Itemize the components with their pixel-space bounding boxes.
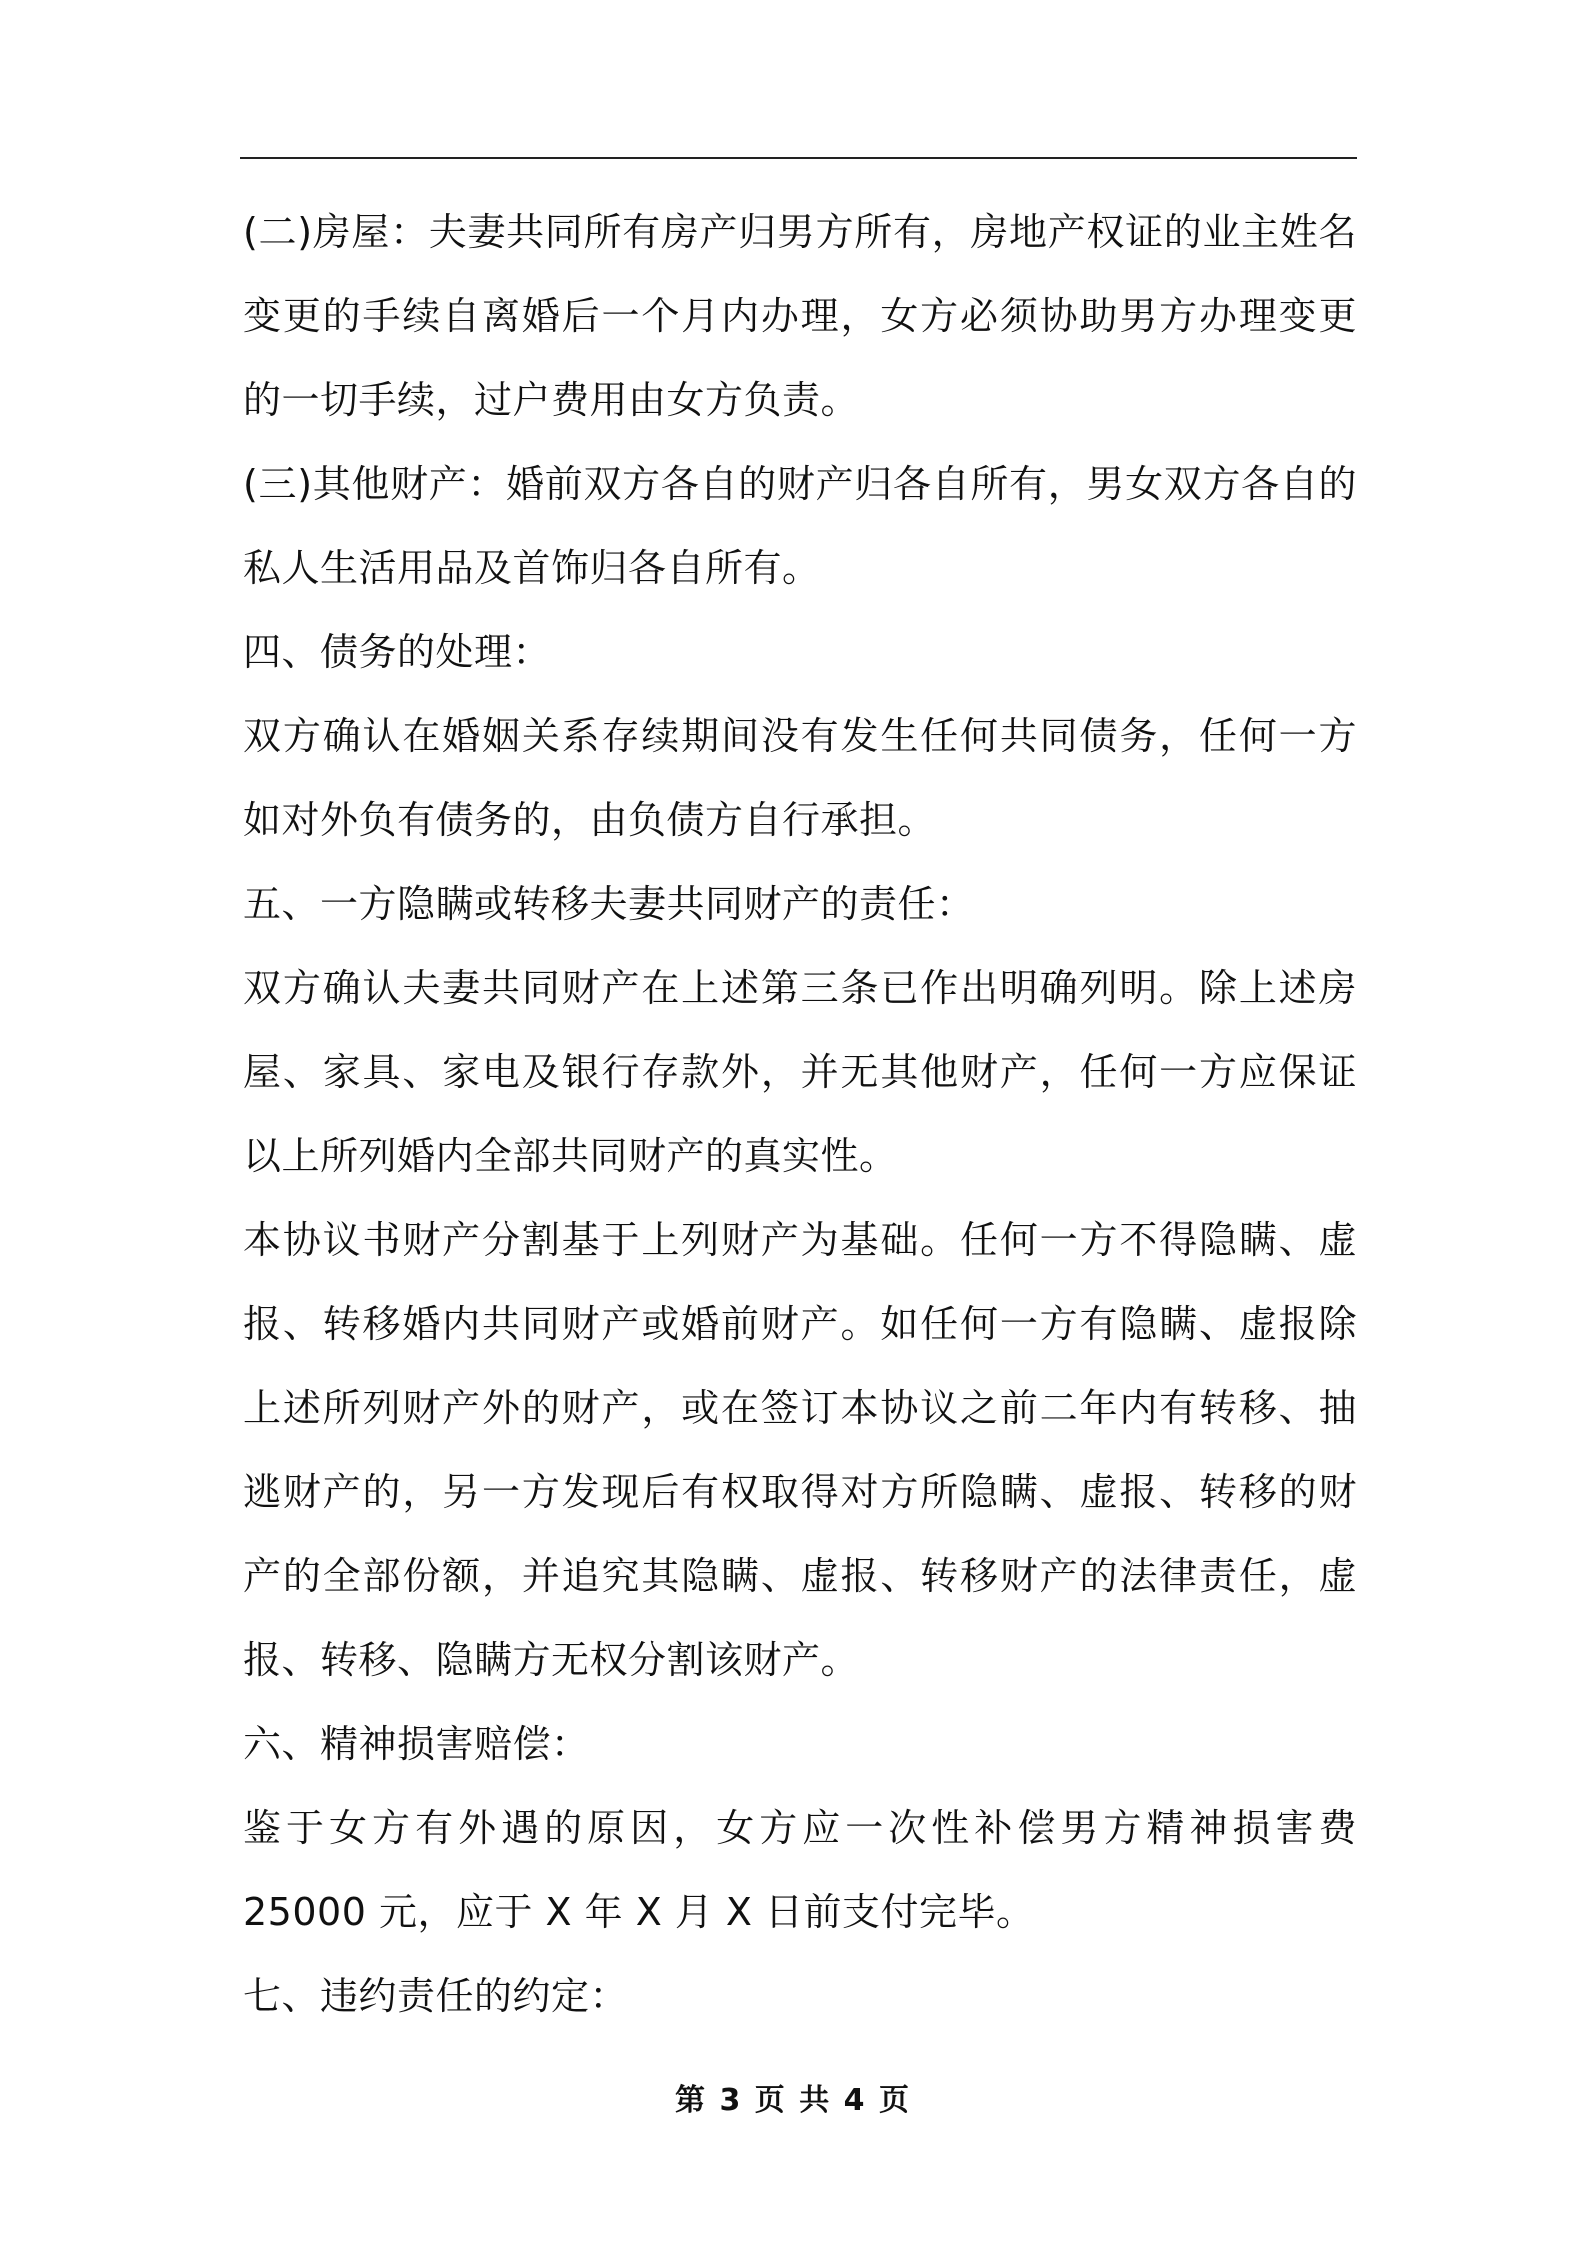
page-number: 第 3 页 共 4 页: [675, 2083, 911, 2118]
header-rule: [240, 157, 1357, 159]
document-body: [243, 190, 1357, 2038]
paragraph-concealment-confirm: 双方确认夫妻共同财产在上述第三条已作出明确列明。除上述房屋、家具、家电及银行存款外，并无其他财产，任何一方应保证以上所列婚内全部共同财产的真实性。: [243, 966, 1357, 1178]
heading-compensation: 六、精神损害赔偿：: [243, 1722, 590, 1766]
paragraph-other-property: (三)其他财产：婚前双方各自的财产归各自所有，男女双方各自的私人生活用品及首饰归各自所有。: [243, 462, 1357, 590]
paragraph-compensation: 鉴于女方有外遇的原因，女方应一次性补偿男方精神损害费 25000 元，应于 X 年 X 月 X 日前支付完毕。: [243, 1806, 1357, 1934]
heading-breach: 七、违约责任的约定：: [243, 1974, 629, 2018]
paragraph-house: (二)房屋：夫妻共同所有房产归男方所有，房地产权证的业主姓名变更的手续自离婚后一个月内办理，女方必须协助男方办理变更的一切手续，过户费用由女方负责。: [243, 210, 1357, 422]
paragraph-concealment-terms: 本协议书财产分割基于上列财产为基础。任何一方不得隐瞒、虚报、转移婚内共同财产或婚前财产。如任何一方有隐瞒、虚报除上述所列财产外的财产，或在签订本协议之前二年内有转移、抽逃财产的，另一方发现后有权取得对方所隐瞒、虚报、转移的财产的全部份额，并追究其隐瞒、虚报、转移财产的法律责任，虚报、转移、隐瞒方无权分割该财产。: [243, 1218, 1357, 1682]
heading-concealment: 五、一方隐瞒或转移夫妻共同财产的责任：: [243, 882, 975, 926]
heading-debt: 四、债务的处理：: [243, 630, 552, 674]
paragraph-debt: 双方确认在婚姻关系存续期间没有发生任何共同债务，任何一方如对外负有债务的，由负债方自行承担。: [243, 714, 1357, 842]
